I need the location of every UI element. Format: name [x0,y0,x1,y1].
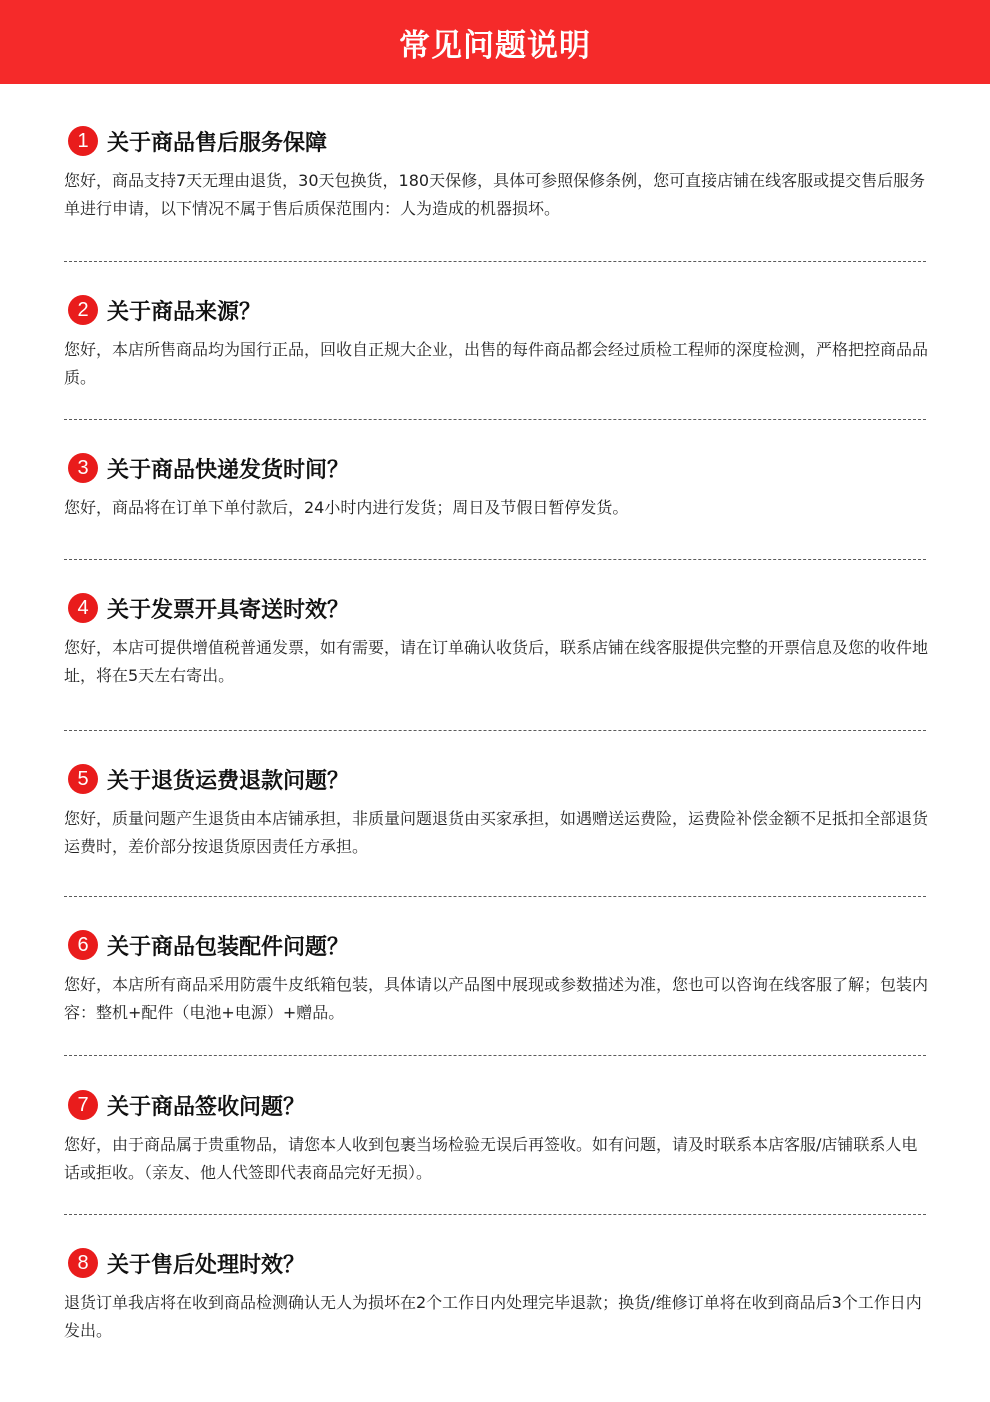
faq-answer: 您好，本店所有商品采用防震牛皮纸箱包装，具体请以产品图中展现或参数描述为准，您也可以咨询在线客服了解；包装内容：整机+配件（电池+电源）+赠品。 [64,975,929,1022]
faq-question-row [64,451,930,485]
faq-item-8 [64,1246,930,1345]
faq-answer: 您好，由于商品属于贵重物品，请您本人收到包裹当场检验无误后再签收。如有问题，请及时联系本店客服/店铺联系人电话或拒收。（亲友、他人代签即代表商品完好无损）。 [64,1135,918,1182]
faq-item-1 [64,124,930,223]
faq-question: 关于退货运费退款问题？ [107,768,350,794]
faq-question: 关于商品包装配件问题？ [107,934,350,960]
faq-question-row [64,1088,930,1122]
faq-answer: 您好，商品将在订单下单付款后，24小时内进行发货；周日及节假日暂停发货。 [64,498,629,517]
divider [64,730,926,731]
faq-question-row [64,293,930,327]
header-banner [0,0,990,84]
faq-answer: 您好，本店所售商品均为国行正品，回收自正规大企业，出售的每件商品都会经过质检工程师的深度检测，严格把控商品品质。 [64,340,929,387]
faq-item-6 [64,928,930,1027]
faq-question-row [64,591,930,625]
faq-item-2 [64,293,930,392]
divider [64,559,926,560]
faq-question: 关于商品签收问题？ [107,1094,306,1120]
page-title: 常见问题说明 [399,27,591,64]
faq-question-row [64,1246,930,1280]
number-badge: 1 [68,126,98,156]
number-badge: 3 [68,453,98,483]
number-badge: 4 [68,593,98,623]
faq-question-row [64,928,930,962]
faq-item-3 [64,451,930,522]
faq-question: 关于发票开具寄送时效？ [107,597,350,623]
number-badge: 5 [68,764,98,794]
faq-item-5 [64,762,930,861]
number-badge: 2 [68,295,98,325]
faq-question-row [64,762,930,796]
divider [64,419,926,420]
faq-answer: 您好，商品支持7天无理由退货，30天包换货，180天保修，具体可参照保修条例，您可直接店铺在线客服或提交售后服务单进行申请，以下情况不属于售后质保范围内：人为造成的机器损坏。 [64,171,926,218]
faq-item-7 [64,1088,930,1187]
divider [64,1214,926,1215]
number-badge: 7 [68,1090,98,1120]
divider [64,1055,926,1056]
faq-item-4 [64,591,930,690]
faq-answer: 您好，本店可提供增值税普通发票，如有需要，请在订单确认收货后，联系店铺在线客服提供完整的开票信息及您的收件地址，将在5天左右寄出。 [64,638,929,685]
number-badge: 6 [68,930,98,960]
divider [64,261,926,262]
faq-question: 关于商品售后服务保障 [107,130,328,156]
faq-question-row [64,124,930,158]
faq-answer: 退货订单我店将在收到商品检测确认无人为损坏在2个工作日内处理完毕退款；换货/维修订单将在收到商品后3个工作日内发出。 [64,1293,922,1340]
faq-question: 关于商品快递发货时间？ [107,457,350,483]
faq-question: 关于售后处理时效？ [107,1252,306,1278]
faq-answer: 您好，质量问题产生退货由本店铺承担，非质量问题退货由买家承担，如遇赠送运费险，运费险补偿金额不足抵扣全部退货运费时，差价部分按退货原因责任方承担。 [64,809,929,856]
divider [64,896,926,897]
number-badge: 8 [68,1248,98,1278]
faq-question: 关于商品来源？ [107,299,262,325]
